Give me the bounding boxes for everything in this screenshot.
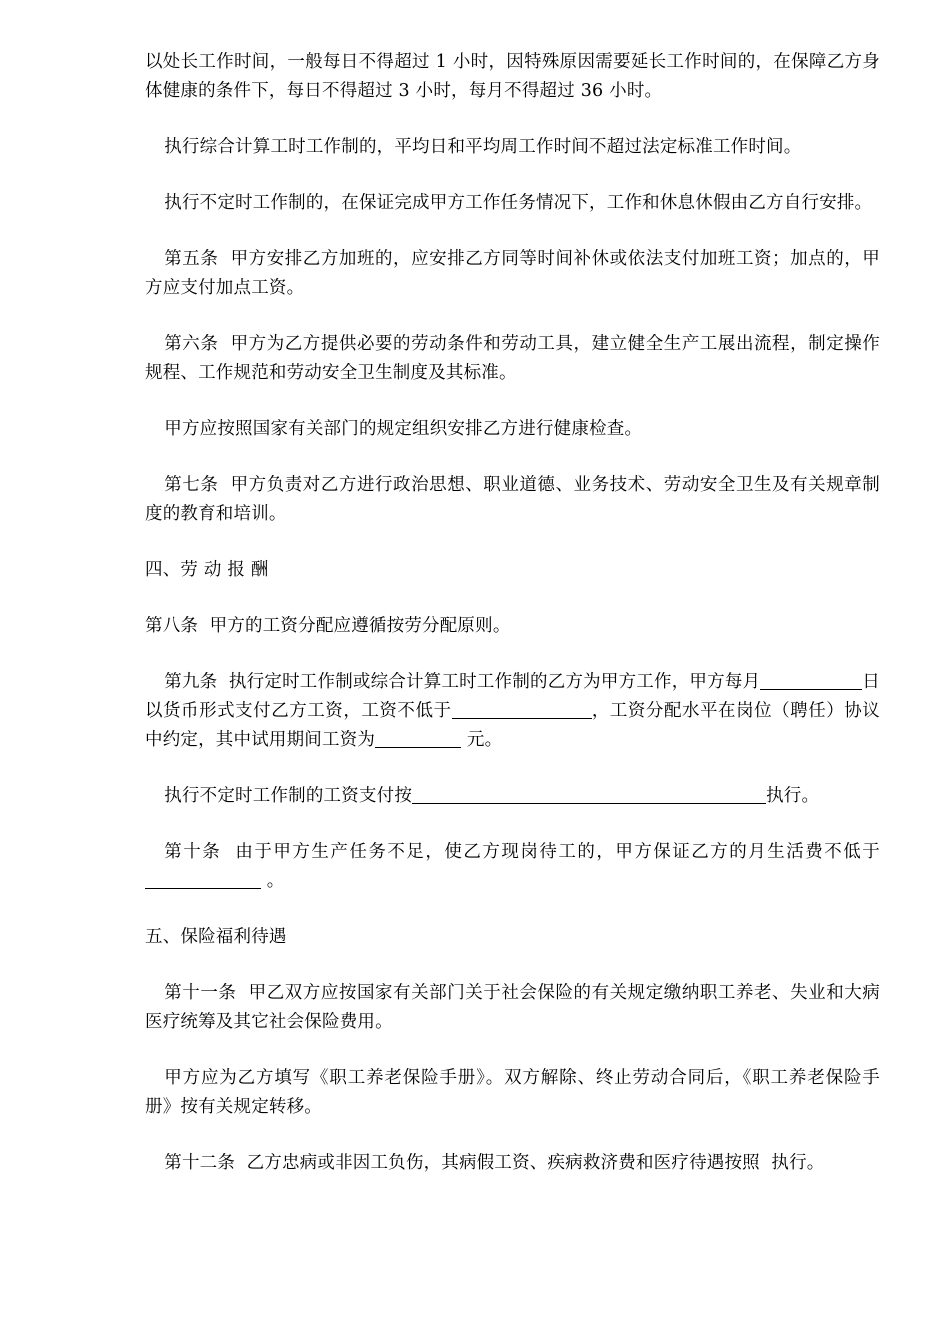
article-9-text-a: 第九条 执行定时工作制或综合计算工时工作制的乙方为甲方工作，甲方每月 [164, 672, 761, 692]
article-9-text-b: 日以货币形式支付乙方工资，工资不低于 [145, 672, 881, 721]
flexible-pay-text-a: 执行不定时工作制的工资支付按 [164, 786, 413, 806]
article-6: 第六条 甲方为乙方提供必要的劳动条件和劳动工具，建立健全生产工展出流程，制定操作规程、工作规范和劳动安全卫生制度及其标准。 [145, 334, 880, 383]
living-allowance-blank [145, 870, 261, 889]
flexible-pay-blank [412, 785, 766, 804]
flexible-pay-text-b: 执行。 [766, 786, 820, 806]
paragraph-health-check: 甲方应按照国家有关部门的规定组织安排乙方进行健康检查。 [164, 419, 643, 439]
article-10-text-a: 第十条 由于甲方生产任务不足，使乙方现岗待工的，甲方保证乙方的月生活费不低于 [164, 842, 880, 862]
article-9-text-d: 元。 [461, 730, 503, 750]
probation-wage-blank [375, 729, 461, 748]
section-heading-4: 四、劳 动 报 酬 [145, 560, 269, 580]
article-7: 第七条 甲方负责对乙方进行政治思想、职业道德、业务技术、劳动安全卫生及有关规章制度的教育和培训。 [145, 475, 880, 524]
pay-day-blank [760, 671, 826, 690]
article-9-text-c: ，工资分配水平在岗位（聘任）协议中约定，其中试用期间工资为 [145, 701, 880, 750]
paragraph-pension-handbook: 甲方应为乙方填写《职工养老保险手册》。双方解除、终止劳动合同后，《职工养老保险手册》按有关规定转移。 [145, 1068, 880, 1117]
section-heading-5: 五、保险福利待遇 [145, 927, 287, 947]
article-10 [145, 838, 880, 896]
min-wage-blank [452, 700, 592, 719]
paragraph-flexible-hours: 执行不定时工作制的，在保证完成甲方工作任务情况下，工作和休息休假由乙方自行安排。 [164, 193, 873, 213]
article-12: 第十二条 乙方忠病或非因工负伤，其病假工资、疾病救济费和医疗待遇按照 执行。 [164, 1153, 825, 1173]
paragraph-comprehensive-hours: 执行综合计算工时工作制的，平均日和平均周工作时间不超过法定标准工作时间。 [164, 137, 802, 157]
article-9 [145, 668, 880, 755]
article-10-text-b: 。 [261, 871, 285, 891]
article-5: 第五条 甲方安排乙方加班的，应安排乙方同等时间补休或依法支付加班工资；加点的，甲方应支付加点工资。 [145, 249, 880, 298]
paragraph-overtime-limits: 以处长工作时间，一般每日不得超过 1 小时，因特殊原因需要延长工作时间的，在保障乙方身体健康的条件下，每日不得超过 3 小时，每月不得超过 36 小时。 [145, 52, 880, 101]
pay-day-blank-cont [826, 671, 862, 690]
article-8: 第八条 甲方的工资分配应遵循按劳分配原则。 [145, 616, 511, 636]
document-body [145, 48, 880, 1178]
article-11: 第十一条 甲乙双方应按国家有关部门关于社会保险的有关规定缴纳职工养老、失业和大病医疗统筹及其它社会保险费用。 [145, 983, 880, 1032]
paragraph-flexible-pay [145, 782, 880, 811]
